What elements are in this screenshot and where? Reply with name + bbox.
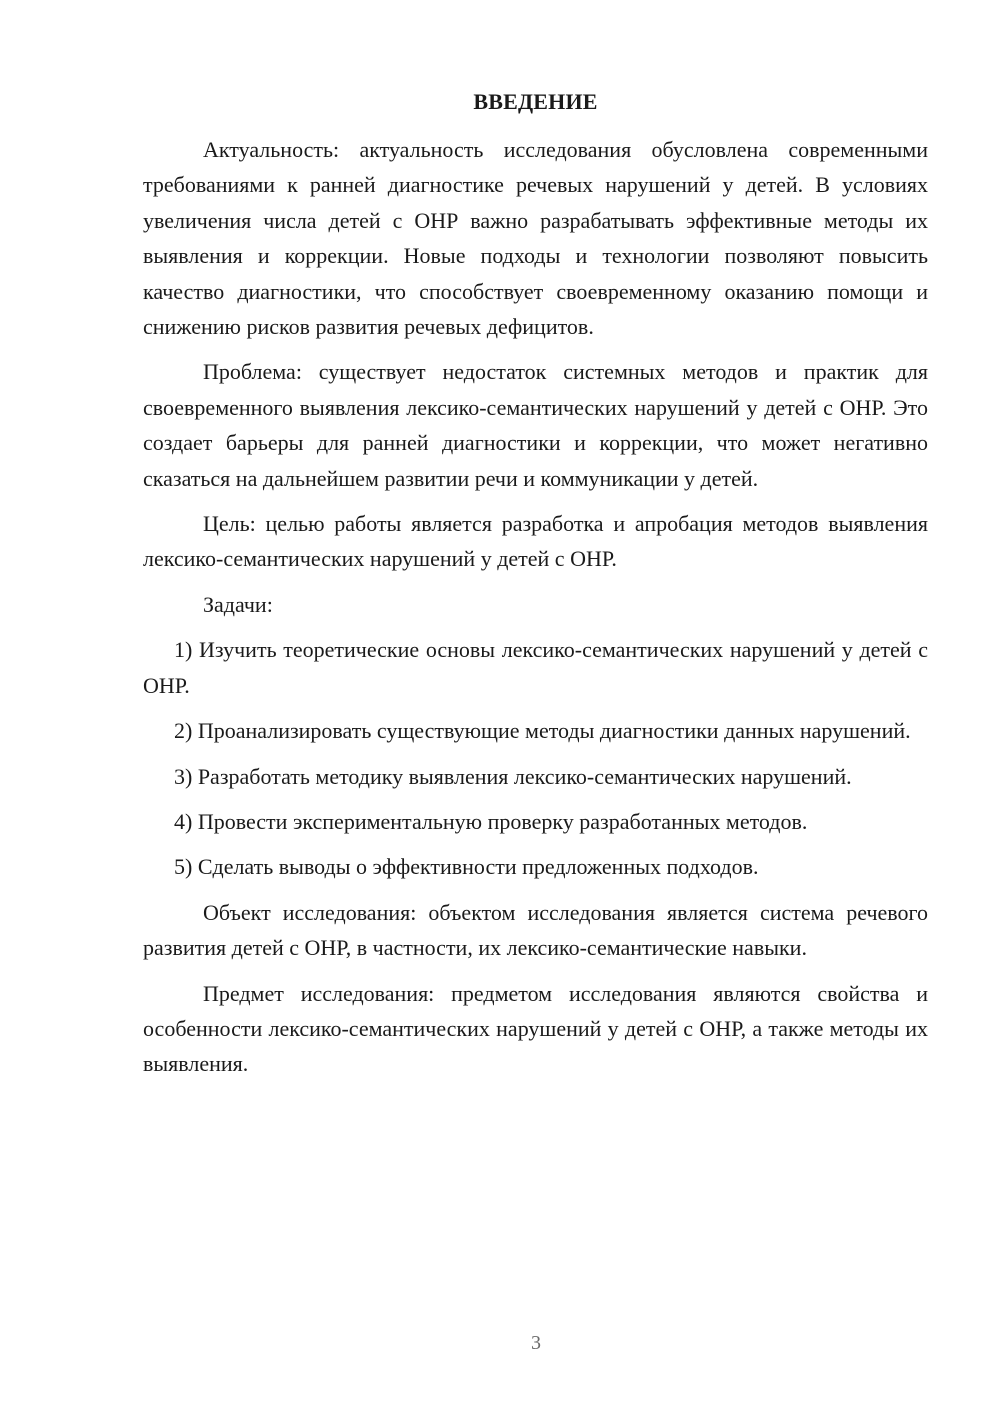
- relevance-paragraph: Актуальность: актуальность исследования обусловлена современными требованиями к ранней диагностике речевых нарушений у детей. В условиях увеличения числа детей с ОНР важно разрабатывать эффективные методы их выявления и коррекции. Новые подходы и технологии позволяют повысить качество диагностики, что способствует своевременному оказанию помощи и снижению рисков развития речевых дефицитов.: [143, 137, 928, 340]
- task-item: 4) Провести экспериментальную проверку разработанных методов.: [174, 808, 808, 834]
- goal-paragraph: Цель: целью работы является разработка и апробация методов выявления лексико-семантических нарушений у детей с ОНР.: [143, 511, 928, 572]
- section-title: ВВЕДЕНИЕ: [473, 89, 598, 114]
- object-paragraph: Объект исследования: объектом исследования является система речевого развития детей с ОНР, в частности, их лексико-семантические навыки.: [143, 899, 928, 961]
- task-item: 3) Разработать методику выявления лексико-семантических нарушений.: [174, 763, 852, 789]
- document-page: [143, 88, 928, 1092]
- page-number: 3: [531, 1332, 541, 1354]
- problem-paragraph: Проблема: существует недостаток системных методов и практик для своевременного выявления лексико-семантических нарушений у детей с ОНР. Это создает барьеры для ранней диагностики и коррекции, что может негативно сказаться на дальнейшем развитии речи и коммуникации у детей.: [143, 359, 928, 491]
- subject-paragraph: Предмет исследования: предметом исследования являются свойства и особенности лексико-семантических нарушений у детей с ОНР, а также методы их выявления.: [143, 980, 928, 1077]
- tasks-heading: Задачи:: [203, 591, 273, 617]
- task-item: 1) Изучить теоретические основы лексико-семантических нарушений у детей с ОНР.: [143, 637, 928, 698]
- task-item: 2) Проанализировать существующие методы диагностики данных нарушений.: [174, 718, 911, 744]
- task-item: 5) Сделать выводы о эффективности предложенных подходов.: [174, 854, 759, 880]
